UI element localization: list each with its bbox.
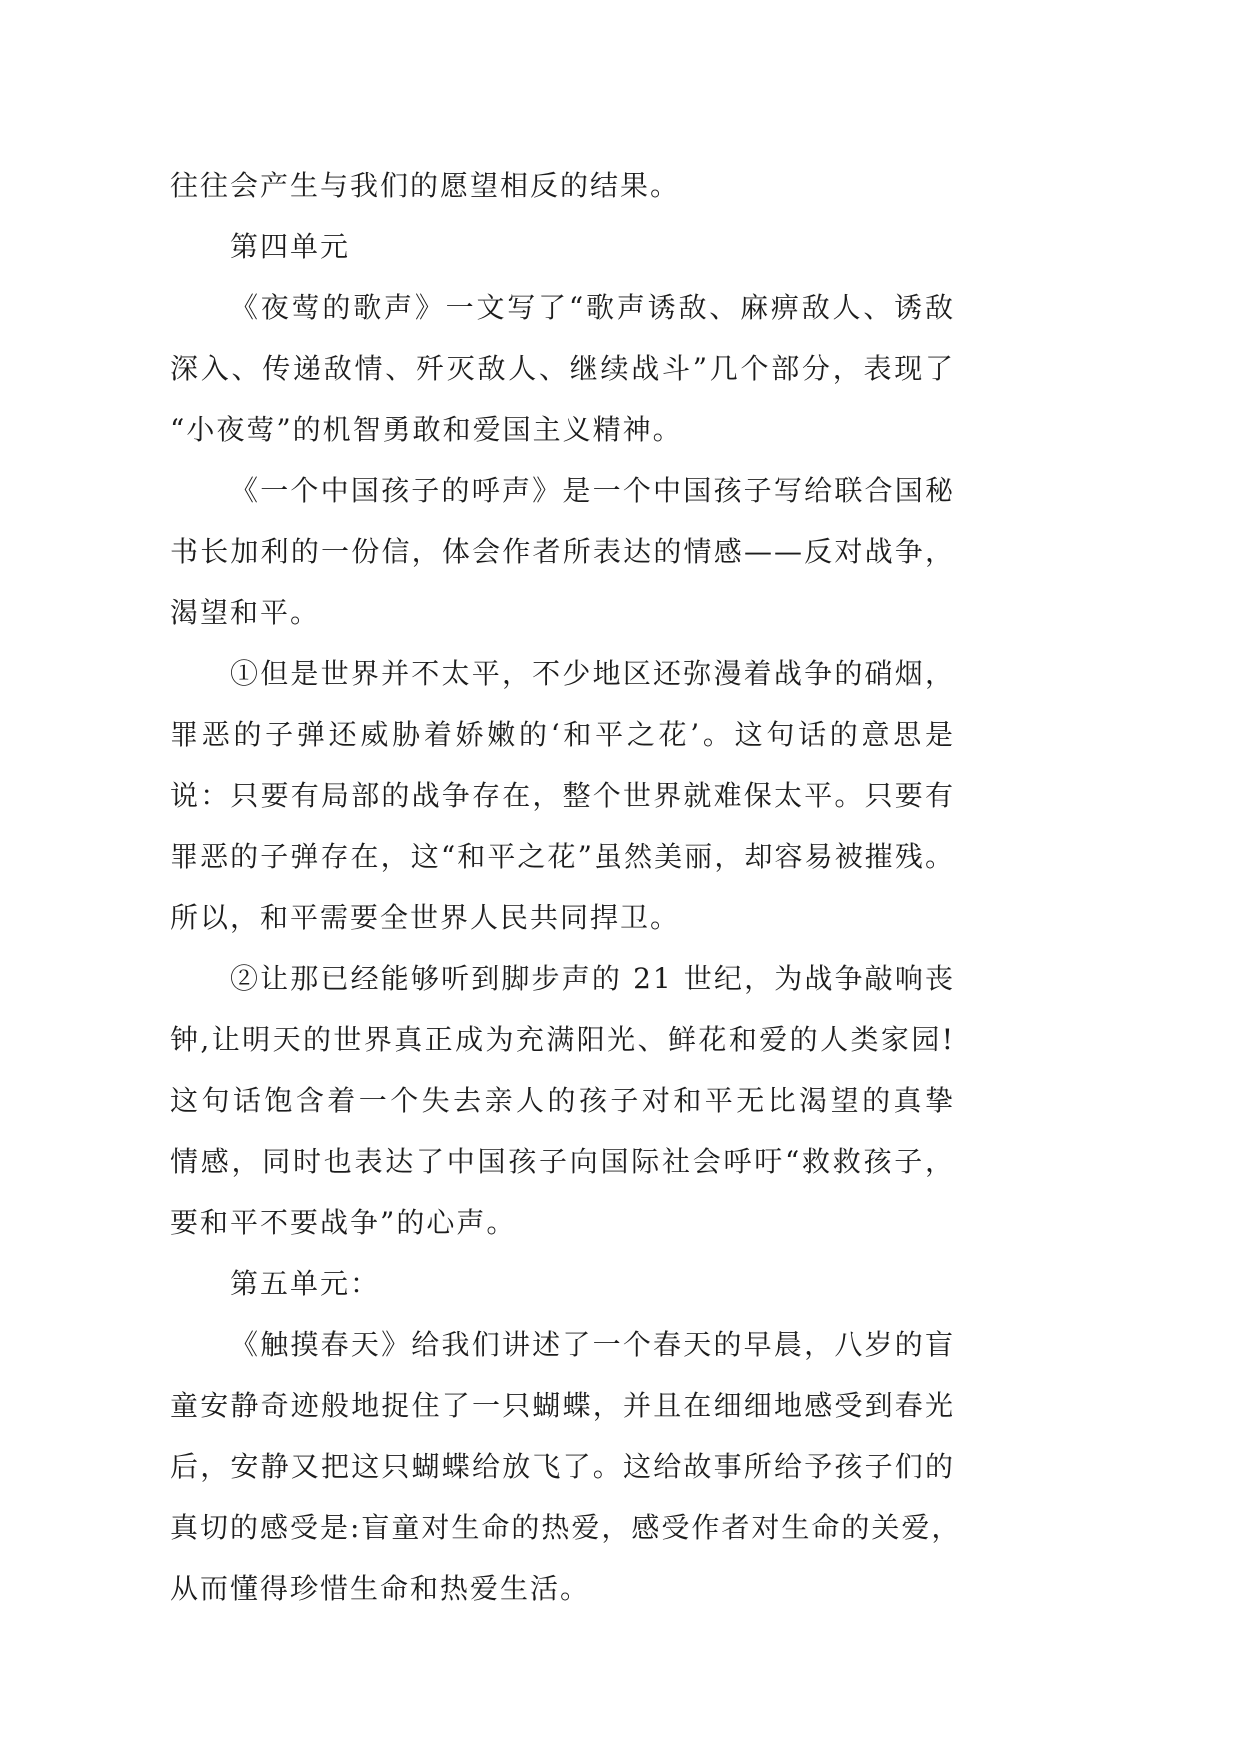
section-heading-text: 第五单元： — [230, 1267, 381, 1300]
text-line: 渴望和平。 — [170, 596, 321, 629]
text-line: 要和平不要战争”的心声。 — [170, 1206, 517, 1239]
text-line: ②让那已经能够听到脚步声的 21 世纪，为战争敲响丧 — [230, 962, 955, 995]
text-line: 这句话饱含着一个失去亲人的孩子对和平无比渴望的真挚 — [170, 1084, 955, 1117]
text-line: 《一个中国孩子的呼声》是一个中国孩子写给联合国秘 — [230, 474, 955, 507]
text-line: 从而懂得珍惜生命和热爱生活。 — [170, 1572, 591, 1605]
document-body — [170, 155, 962, 1619]
text-line: 往往会产生与我们的愿望相反的结果。 — [170, 169, 681, 202]
text-line: 真切的感受是:盲童对生命的热爱，感受作者对生命的关爱， — [170, 1511, 962, 1544]
text-line: ①但是世界并不太平，不少地区还弥漫着战争的硝烟， — [230, 657, 955, 690]
section-heading — [170, 1253, 955, 1314]
text-line: 情感，同时也表达了中国孩子向国际社会呼吁“救救孩子， — [170, 1145, 955, 1178]
text-line: 说：只要有局部的战争存在，整个世界就难保太平。只要有 — [170, 779, 955, 812]
paragraph — [170, 155, 955, 216]
text-line: 所以，和平需要全世界人民共同捍卫。 — [170, 901, 681, 934]
text-line: 罪恶的子弹存在，这“和平之花”虽然美丽，却容易被摧残。 — [170, 840, 955, 873]
text-line: 《夜莺的歌声》一文写了“歌声诱敌、麻痹敌人、诱敌 — [230, 291, 955, 324]
section-heading — [170, 216, 955, 277]
text-line: 深入、传递敌情、歼灭敌人、继续战斗”几个部分，表现了 — [170, 352, 955, 385]
text-line: “小夜莺”的机智勇敢和爱国主义精神。 — [170, 413, 683, 446]
paragraph — [170, 277, 955, 460]
paragraph — [170, 1314, 962, 1619]
paragraph — [170, 460, 955, 643]
paragraph — [170, 643, 955, 948]
text-line: 《触摸春天》给我们讲述了一个春天的早晨，八岁的盲 — [230, 1328, 955, 1361]
text-line: 童安静奇迹般地捉住了一只蝴蝶，并且在细细地感受到春光 — [170, 1389, 955, 1422]
paragraph — [170, 948, 955, 1253]
text-line: 后，安静又把这只蝴蝶给放飞了。这给故事所给予孩子们的 — [170, 1450, 955, 1483]
text-line: 钟,让明天的世界真正成为充满阳光、鲜花和爱的人类家园! — [170, 1023, 955, 1056]
text-line: 罪恶的子弹还威胁着娇嫩的‘和平之花’。这句话的意思是 — [170, 718, 955, 751]
section-heading-text: 第四单元 — [230, 230, 351, 263]
text-line: 书长加利的一份信，体会作者所表达的情感——反对战争， — [170, 535, 955, 568]
